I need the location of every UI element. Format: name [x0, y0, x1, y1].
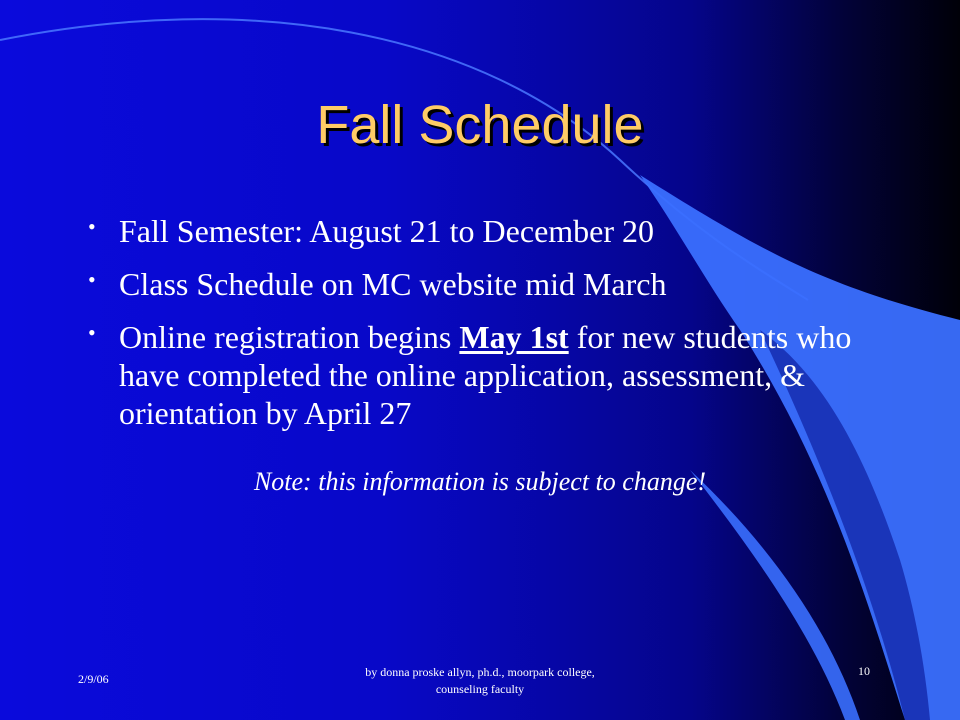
- bullet-dot-icon: •: [88, 320, 96, 345]
- bullet-dot-icon: •: [88, 267, 96, 292]
- footer-author: [330, 664, 630, 698]
- bullet-item-semester: [78, 212, 898, 250]
- footer-author-line-2: counseling faculty: [435, 682, 525, 696]
- bullet-text: Fall Semester: August 21 to December 20: [119, 213, 655, 249]
- bullet-text-suffix: for new students who have completed the online application, assessment, & orientation by April 27: [119, 319, 852, 431]
- bullet-list: [78, 212, 898, 447]
- footer-page-number: 10: [858, 664, 870, 678]
- bullet-text: Class Schedule on MC website mid March: [119, 266, 667, 302]
- footer-author-line-1: by donna proske allyn, ph.d., moorpark college,: [365, 665, 595, 679]
- change-note: Note: this information is subject to change!: [253, 467, 707, 496]
- slide-title: Fall Schedule: [316, 95, 644, 155]
- bullet-emphasis-date: May 1st: [459, 319, 569, 355]
- bullet-item-class-schedule: [78, 265, 898, 303]
- bullet-item-registration: [78, 318, 898, 432]
- bullet-text-prefix: Online registration begins: [119, 319, 460, 355]
- footer-date: 2/9/06: [78, 672, 109, 686]
- bullet-dot-icon: •: [88, 214, 96, 239]
